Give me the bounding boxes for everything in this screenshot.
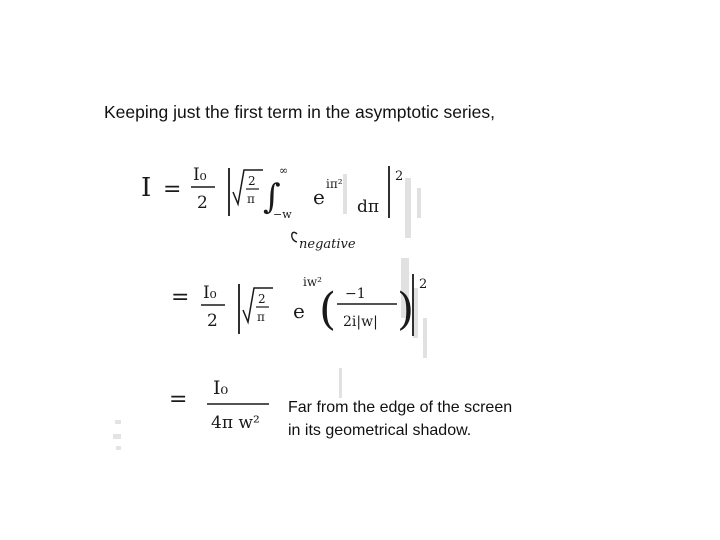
equation-line-1 (141, 164, 403, 252)
heading-text: Keeping just the first term in the asymptotic series, (104, 102, 495, 122)
fraction-denominator: 2 (197, 193, 208, 213)
fraction-numerator: I₀ (213, 377, 229, 399)
differential: dπ (357, 197, 380, 217)
sqrt-denominator: π (257, 310, 265, 324)
inner-denominator: 2i|w| (343, 314, 378, 330)
paren-left: ( (319, 284, 337, 335)
note-arrow (292, 232, 297, 242)
integral-lower-limit: −w (273, 208, 292, 221)
paren-right: ) (397, 284, 415, 335)
negative-note: negative (299, 237, 356, 252)
equals-sign: = (163, 177, 182, 202)
sqrt-numerator: 2 (258, 292, 266, 306)
square-exponent: 2 (395, 169, 404, 184)
fraction-numerator: I₀ (193, 165, 207, 185)
fraction-numerator: I₀ (203, 283, 217, 303)
exponential-exponent: iπ² (326, 177, 343, 191)
integral-upper-limit: ∞ (279, 164, 289, 177)
inner-numerator: −1 (345, 286, 366, 302)
scan-smudges (113, 420, 121, 450)
exponential-base: e (293, 299, 305, 323)
caption (288, 396, 512, 442)
fraction-denominator: 2 (207, 311, 218, 331)
equation-line-2 (171, 274, 427, 336)
exponential-exponent: iw² (303, 275, 322, 289)
exponential-base: e (313, 185, 325, 209)
fraction-denominator: 4π w² (211, 413, 260, 433)
equation-line-3 (169, 377, 269, 433)
sqrt-numerator: 2 (248, 174, 256, 188)
intensity-symbol: I (141, 173, 152, 203)
equals-sign: = (171, 285, 190, 310)
caption-line-2: in its geometrical shadow. (288, 422, 472, 439)
equals-sign: = (169, 387, 188, 412)
square-exponent: 2 (419, 277, 428, 292)
caption-line-1: Far from the edge of the screen (288, 399, 513, 416)
sqrt-denominator: π (247, 192, 255, 206)
integral-sign: ∫ (263, 177, 281, 217)
